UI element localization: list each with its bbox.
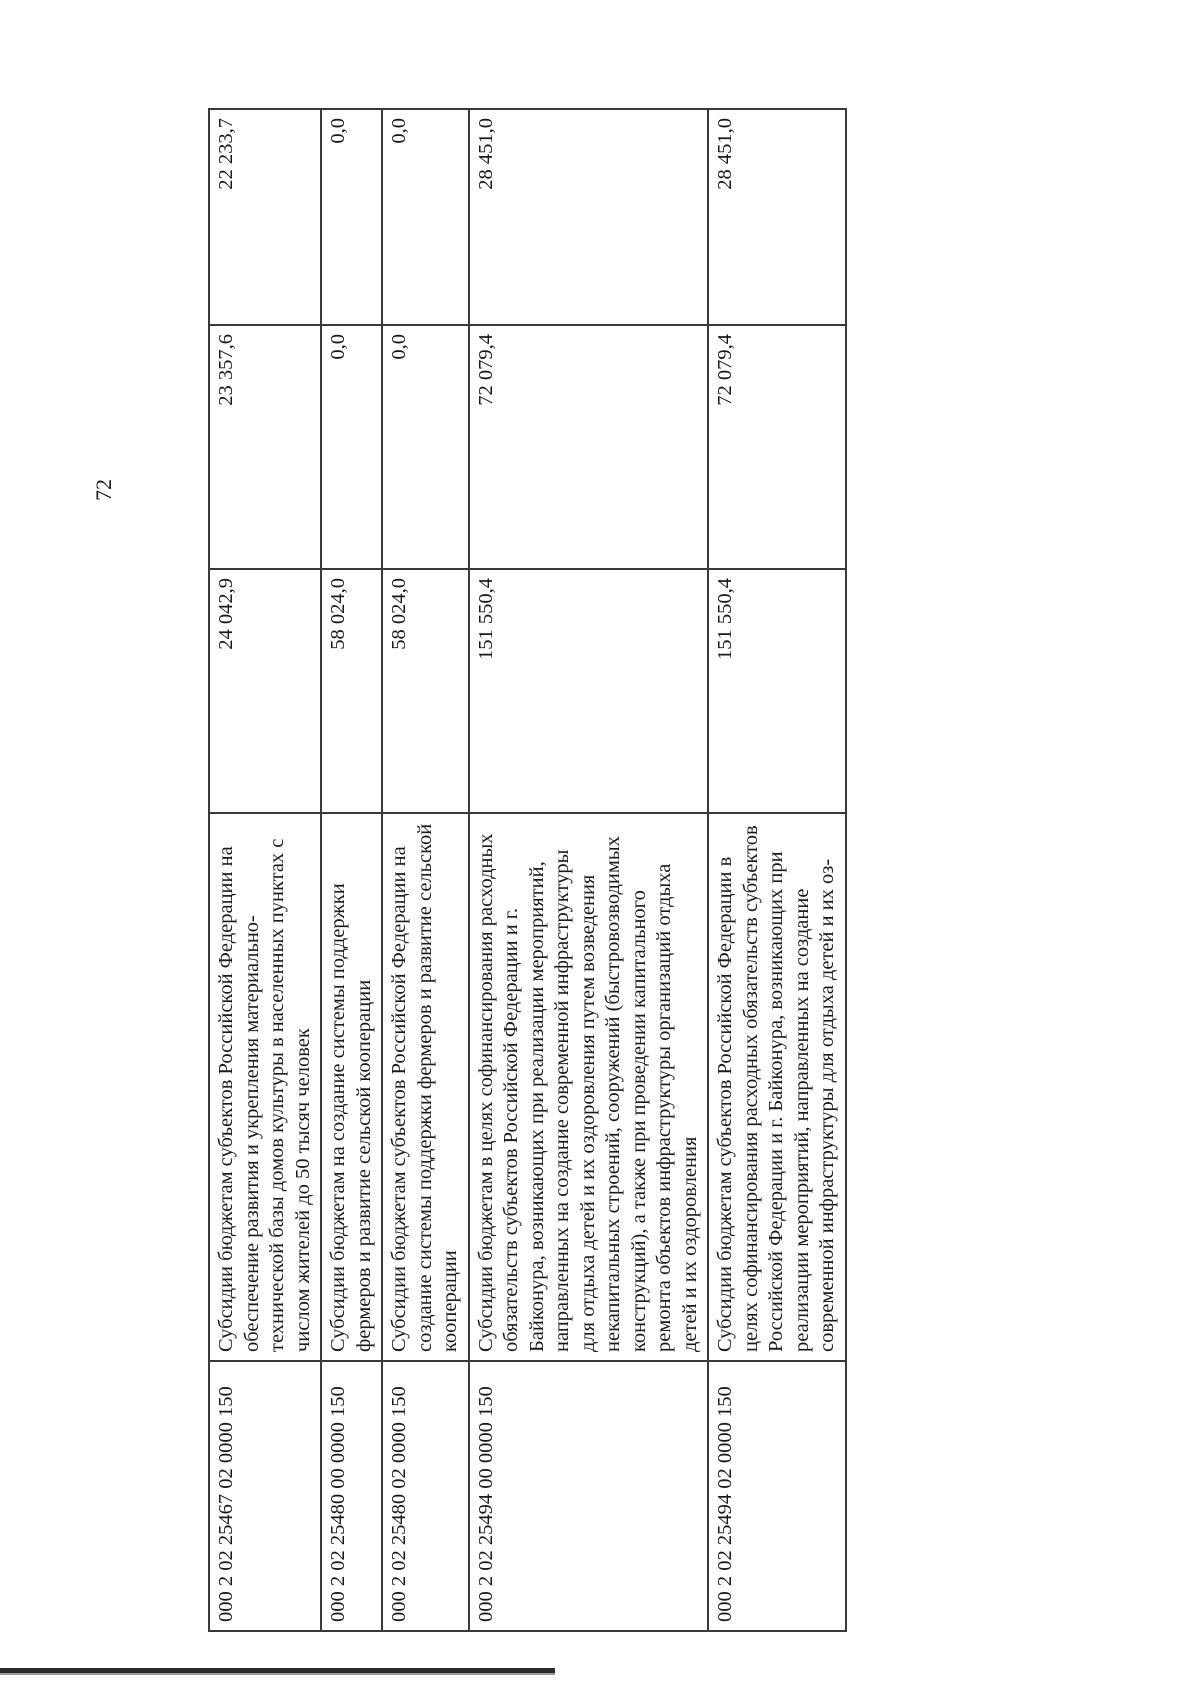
budget-table — [208, 108, 847, 1632]
value-cell-2: 72 079,4 — [708, 325, 846, 569]
page-number: 72 — [91, 479, 116, 501]
budget-code-cell: 000 2 02 25480 00 0000 150 — [321, 1361, 382, 1631]
rotated-table-container — [208, 110, 847, 1632]
value-cell-2: 0,0 — [321, 325, 382, 569]
bottom-divider-shadow — [0, 1673, 555, 1675]
value-cell-1: 58 024,0 — [382, 569, 469, 813]
budget-code-cell: 000 2 02 25494 02 0000 150 — [708, 1361, 846, 1631]
table-row — [209, 109, 321, 1631]
table-row — [708, 109, 846, 1631]
value-cell-2: 72 079,4 — [469, 325, 709, 569]
description-cell: Субсидии бюджетам в целях софинансирования расходных обязательств субъектов Российской Федерации и г. Байконура, возникающих при реализации мероприятий, направленных на создание современной инфраструктуры для отдыха детей и их оздоровления путем возведения некапитальных строений, сооружений (быстровозводимых конструкций), а также при проведении капитального ремонта объектов инфраструктуры организаций отдыха детей и их оздоровления — [469, 813, 709, 1361]
value-cell-1: 151 550,4 — [708, 569, 846, 813]
value-cell-1: 24 042,9 — [209, 569, 321, 813]
description-cell: Субсидии бюджетам субъектов Российской Федерации в целях софинансирования расходных обязательств субъектов Российской Федерации и г. Байконура, возникающих при реализации мероприятий, направленных на создание современной инфраструктуры для отдыха детей и их оз- — [708, 813, 846, 1361]
value-cell-2: 23 357,6 — [209, 325, 321, 569]
value-cell-1: 151 550,4 — [469, 569, 709, 813]
value-cell-1: 58 024,0 — [321, 569, 382, 813]
value-cell-3: 28 451,0 — [708, 109, 846, 325]
description-cell: Субсидии бюджетам на создание системы поддержки фермеров и развитие сельской кооперации — [321, 813, 382, 1361]
value-cell-3: 0,0 — [321, 109, 382, 325]
budget-code-cell: 000 2 02 25467 02 0000 150 — [209, 1361, 321, 1631]
table-row — [321, 109, 382, 1631]
description-cell: Субсидии бюджетам субъектов Российской Федерации на обеспечение развития и укрепления материально-технической базы домов культуры в населенных пунктах с числом жителей до 50 тысяч человек — [209, 813, 321, 1361]
table-row — [469, 109, 709, 1631]
value-cell-3: 28 451,0 — [469, 109, 709, 325]
value-cell-2: 0,0 — [382, 325, 469, 569]
value-cell-3: 0,0 — [382, 109, 469, 325]
description-cell: Субсидии бюджетам субъектов Российской Федерации на создание системы поддержки фермеров и развитие сельской кооперации — [382, 813, 469, 1361]
table-row — [382, 109, 469, 1631]
budget-code-cell: 000 2 02 25480 02 0000 150 — [382, 1361, 469, 1631]
value-cell-3: 22 233,7 — [209, 109, 321, 325]
budget-code-cell: 000 2 02 25494 00 0000 150 — [469, 1361, 709, 1631]
